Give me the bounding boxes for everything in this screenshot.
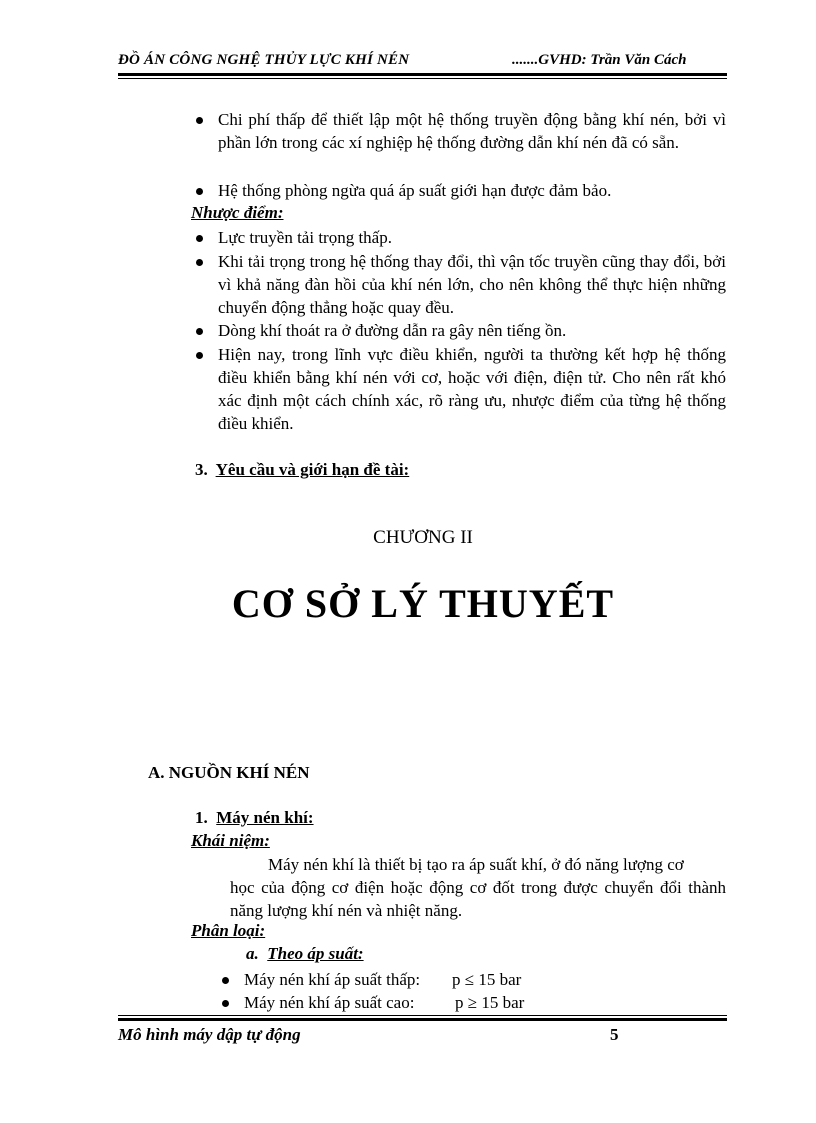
list-item-text: Dòng khí thoát ra ở đường dẫn ra gây nên tiếng ồn. [218,321,567,340]
page-number: 5 [610,1025,619,1044]
list-item [222,991,642,1014]
item-number: 1. [195,808,208,827]
bullet-icon [196,235,203,242]
bullet-icon [196,188,203,195]
list-item-text: Lực truyền tải trọng thấp. [218,228,392,247]
list-item-text: Hệ thống phòng ngừa quá áp suất giới hạn được đảm bảo. [218,181,612,200]
bullet-icon [222,977,229,984]
chapter-label: CHƯƠNG II [373,527,473,548]
pressure-type-value: p ≤ 15 bar [452,970,522,989]
footer-rule-thin [118,1015,727,1016]
list-item [222,968,642,991]
concept-line-1: Máy nén khí là thiết bị tạo ra áp suất khí, ở đó năng lượng cơ [268,855,684,874]
sub-a-title: Theo áp suất: [267,944,364,963]
bullet-icon [196,328,203,335]
part-a-heading: A. NGUỒN KHÍ NÉN [148,763,310,782]
item-1-heading [195,808,314,828]
footer-rule-thick [118,1018,727,1021]
item-title: Máy nén khí: [216,808,314,827]
list-item [196,250,726,319]
section-3-heading [195,460,409,480]
list-item-text: Hiện nay, trong lĩnh vực điều khiển, người ta thường kết hợp hệ thống điều khiển bằng khí nén với cơ, hoặc với điện, điện tử. Cho nên rất khó xác định một cách chính xác, rõ ràng ưu, nhược điểm của từng hệ thống điều khiển. [218,345,726,433]
list-item [196,226,726,249]
concept-rest: học của động cơ điện hoặc động cơ đốt trong được chuyển đổi thành năng lượng khí nén và nhiệt năng. [230,878,726,920]
concept-heading: Khái niệm: [191,831,270,850]
header-rule-thin [118,78,727,79]
list-item [196,319,726,342]
list-item [196,343,726,435]
list-item [196,108,726,154]
pressure-type-name: Máy nén khí áp suất thấp: [244,970,421,989]
bullet-icon [196,352,203,359]
header-title: ĐỒ ÁN CÔNG NGHỆ THỦY LỰC KHÍ NÉN [118,52,410,68]
section-number: 3. [195,460,208,479]
header-rule-thick [118,73,727,76]
bullet-icon [196,117,203,124]
list-item [196,179,726,202]
section-title: Yêu cầu và giới hạn đề tài: [215,460,410,479]
disadvantages-heading: Nhược điểm: [191,203,284,222]
concept-paragraph [230,853,726,922]
chapter-title: CƠ SỞ LÝ THUYẾT [231,581,615,626]
sub-a-letter: a. [246,944,259,963]
header-advisor: .......GVHD: Trần Văn Cách [512,52,687,68]
footer-title: Mô hình máy dập tự động [118,1025,301,1044]
list-item-text: Khi tải trọng trong hệ thống thay đổi, thì vận tốc truyền cũng thay đổi, bởi vì khả năng đàn hồi của khí nén lớn, cho nên không thể thực hiện những chuyển động thẳng hoặc quay đều. [218,252,726,317]
sub-a-heading [246,944,364,964]
classification-heading: Phân loại: [191,921,266,940]
bullet-icon [196,259,203,266]
list-item-text: Chi phí thấp để thiết lập một hệ thống truyền động bằng khí nén, bởi vì phần lớn trong các xí nghiệp hệ thống đường dẫn khí nén đã có sẵn. [218,110,726,152]
bullet-icon [222,1000,229,1007]
pressure-type-name: Máy nén khí áp suất cao: [244,993,415,1012]
pressure-type-value: p ≥ 15 bar [455,993,525,1012]
